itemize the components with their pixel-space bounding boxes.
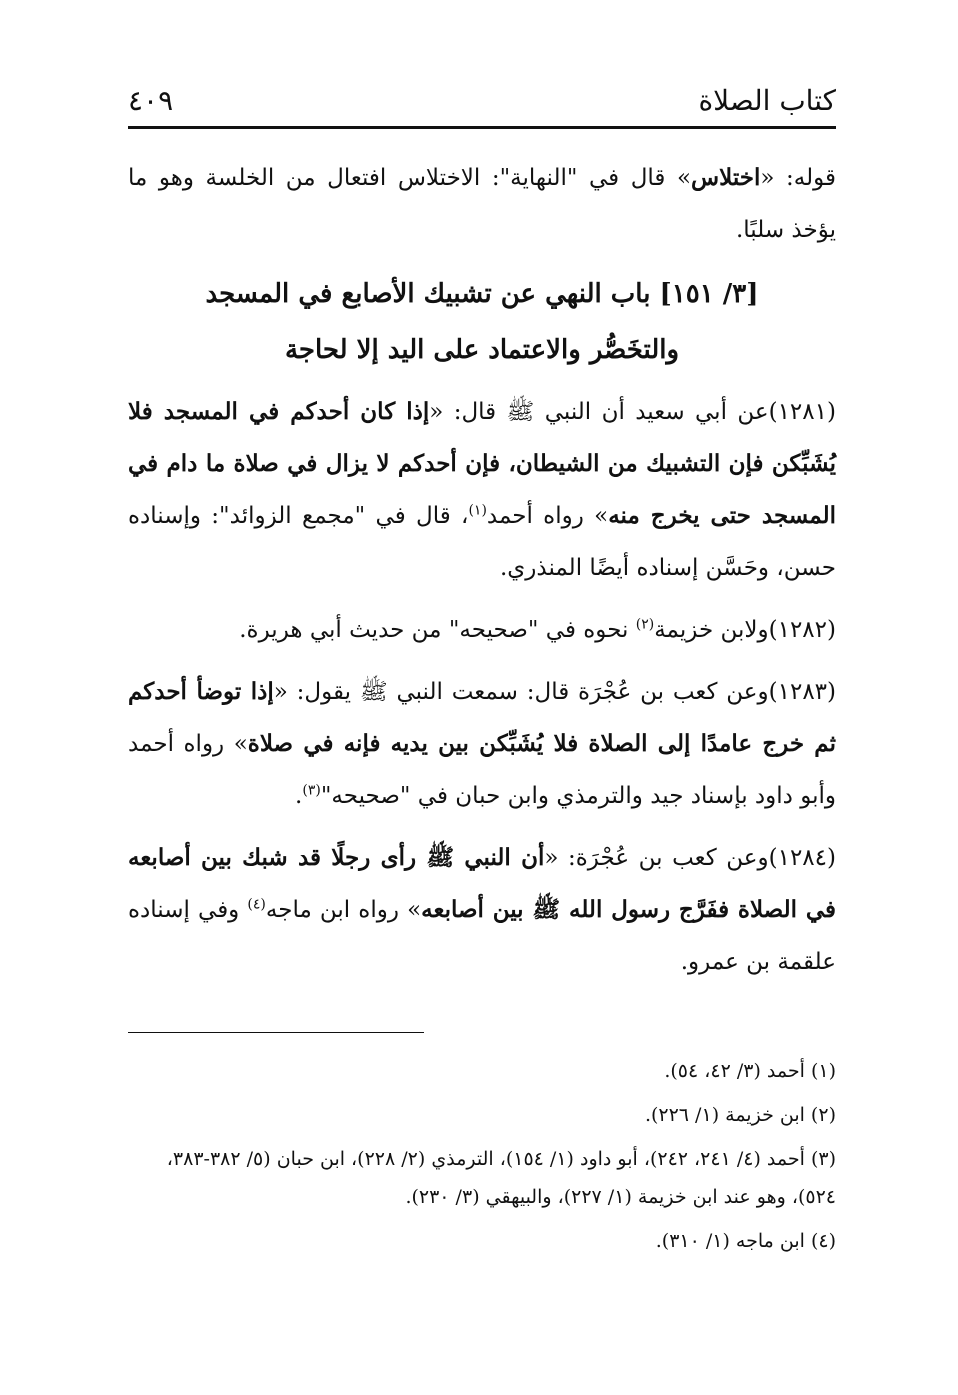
hadith-rest: . [295,783,303,809]
hadith-text: إذا كان أحدكم في المسجد فلا يُشَبِّكن فإن التشبيك من الشيطان، فإن أحدكم لا يزال في صلاة ما دام في المسجد حتى يخرج منه [128,398,837,529]
intro-paragraph [128,152,836,256]
hadith-intro: وعن كعب بن عُجْرَة قال: سمعت النبي ﷺ يقول: « [273,679,769,705]
hadith-source: » رواه أحمد وأبو داود بإسناد جيد والترمذي وابن حبان في "صحيحه" [128,731,836,809]
hadith-rest: ، قال في "مجمع الزوائد": وإسناده حسن، وحَسَّن إسناده أيضًا المنذري. [128,503,836,581]
intro-term: اختلاس [691,164,761,191]
chapter-heading-line1: [٣/ ١٥١] باب النهي عن تشبيك الأصابع في المسجد [205,279,759,309]
footnote-4: (٤) ابن ماجه (١/ ٣١٠). [655,1230,836,1252]
hadith-rest: نحوه في "صحيحه" من حديث أبي هريرة. [239,617,636,643]
hadith-1281 [128,386,836,594]
hadith-1282 [128,604,836,656]
footnote-1: (١) أحمد (٣/ ٤٢، ٥٤). [664,1060,836,1082]
page [128,70,837,1252]
hadith-source: » رواه ابن ماجه [265,897,422,923]
footnote-ref: (٤) [247,896,266,913]
hadith-number: (١٢٨٢) [768,617,836,643]
footnote-ref: (٢) [635,616,655,633]
intro-lead: قوله: « [760,165,836,191]
hadith-rest: وفي إسناده علقمة بن عمرو. [128,897,836,975]
chapter-heading [128,266,836,378]
main-text [128,152,836,998]
page-number: ٤٠٩ [128,84,174,117]
hadith-1284 [128,832,836,988]
hadith-intro: عن أبي سعيد أن النبي ﷺ قال: « [429,399,769,425]
header-rule [128,126,836,129]
footnote-separator [128,1032,424,1033]
hadith-intro: ولابن خزيمة [654,617,769,643]
hadith-source: » رواه أحمد [486,503,609,529]
footnote-ref: (٣) [302,782,321,799]
hadith-text: أن النبي ﷺ رأى رجلًا قد شبك بين أصابعه في الصلاة ففَرَّج رسول الله ﷺ بين أصابعه [128,844,837,923]
hadith-number: (١٢٨١) [768,399,836,425]
running-title: كتاب الصلاة [698,84,836,117]
footnote-2: (٢) ابن خزيمة (١/ ٢٢٦). [644,1104,836,1126]
hadith-text: إذا توضأ أحدكم ثم خرج عامدًا إلى الصلاة فلا يُشَبِّكن بين يديه فإنه في صلاة [128,678,837,757]
hadith-intro: وعن كعب بن عُجْرَة: « [544,845,769,871]
footnotes [128,1052,836,1266]
hadith-1283 [128,666,836,822]
intro-rest: » قال في "النهاية": الاختلاس افتعال من الخلسة وهو ما يؤخذ سلبًا. [128,165,836,243]
page-header [128,70,836,126]
hadith-number: (١٢٨٣) [768,679,837,705]
footnote-ref: (١) [468,502,487,519]
chapter-heading-line2: والتخَصُّر والاعتماد على اليد إلا لحاجة [284,335,680,365]
footnote-3: (٣) أحمد (٤/ ٢٤١، ٢٤٢)، أبو داود (١/ ١٥٤)، الترمذي (٢/ ٢٢٨)، ابن حبان (٥/ ٣٨٢-٣٨٣، ٥٢٤)، وهو عند ابن خزيمة (١/ ٢٢٧)، والبيهقي (٣/ ٢٣٠). [166,1148,836,1208]
hadith-number: (١٢٨٤) [768,845,836,871]
